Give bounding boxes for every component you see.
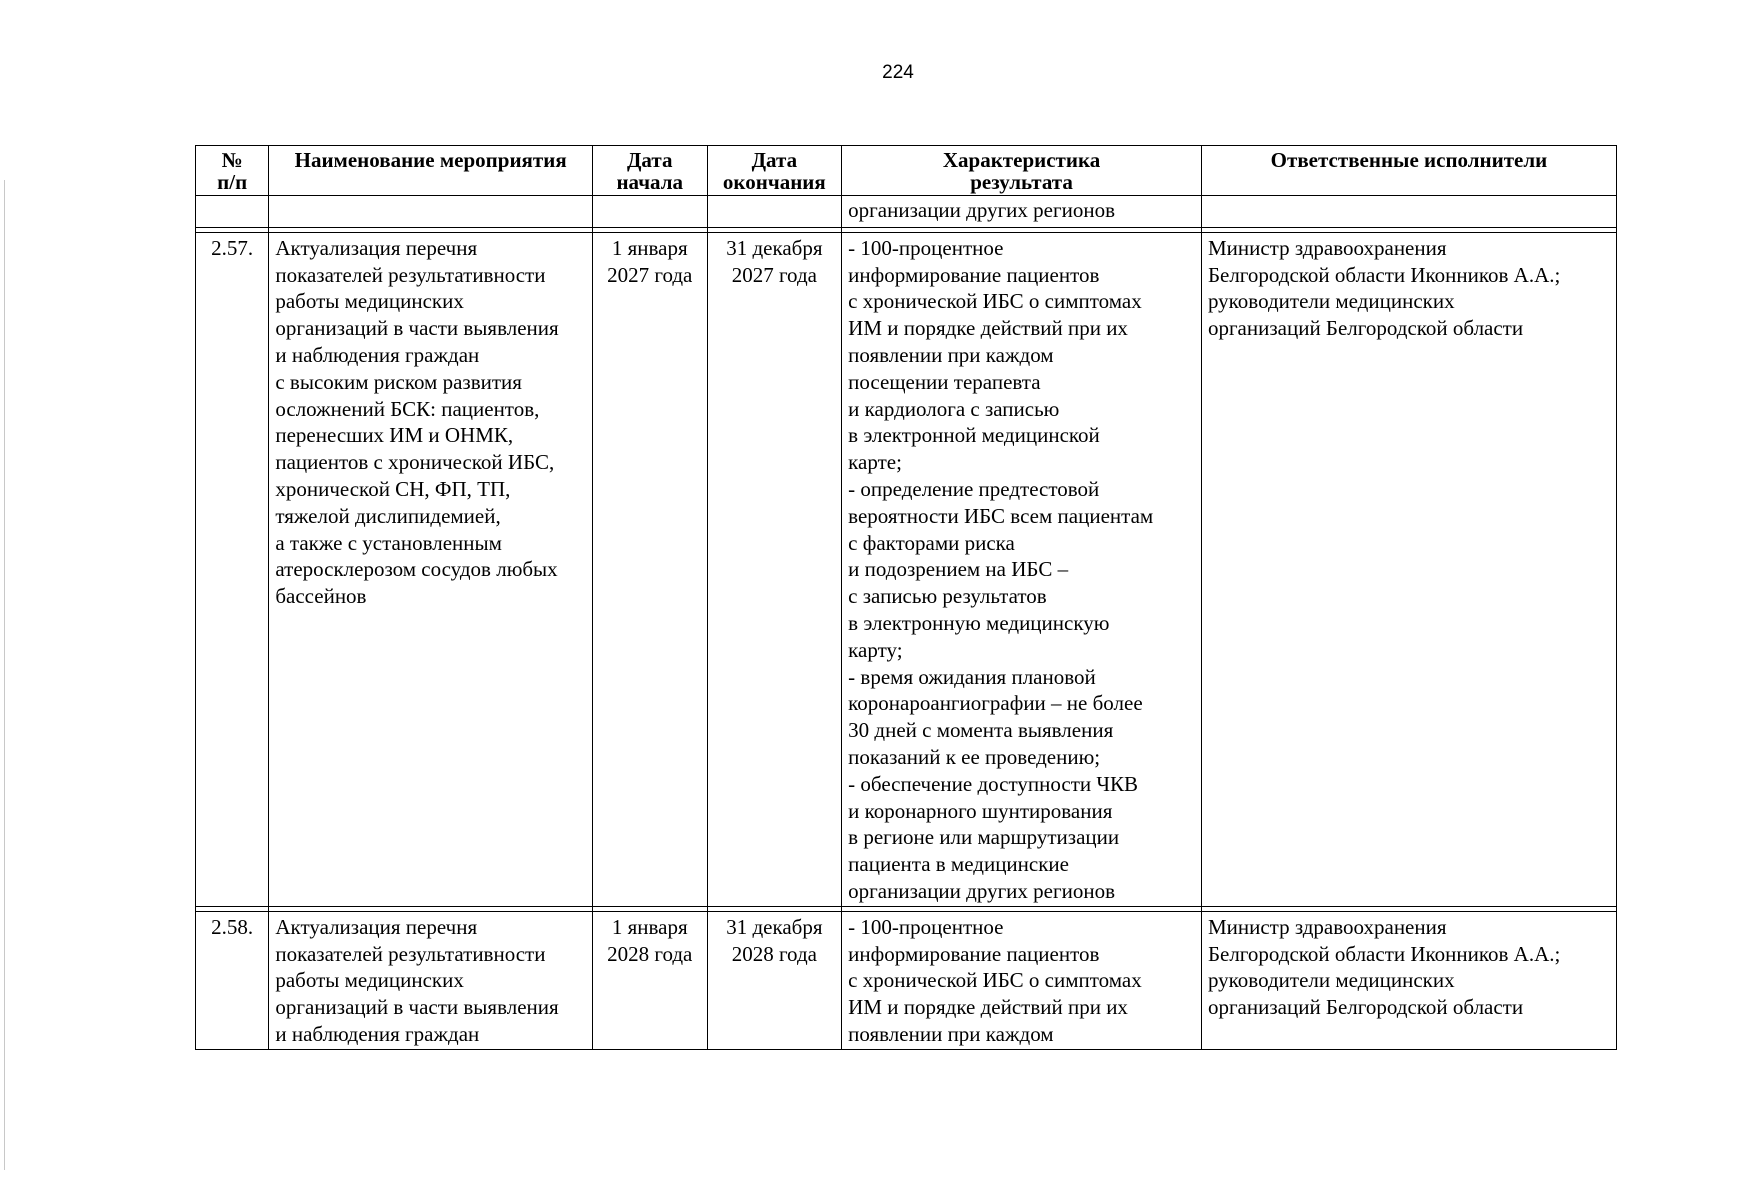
cell-text-line: 2027 года <box>731 262 817 287</box>
cell-start <box>592 196 707 228</box>
cell-text-line: и подозрением на ИБС – <box>848 557 1069 582</box>
cell-text-line: - 100-процентное <box>848 914 1004 939</box>
cell-text-line: - 100-процентное <box>848 235 1004 260</box>
cell-text-line: - определение предтестовой <box>848 476 1100 501</box>
continuation-row <box>196 196 1617 228</box>
cell-text-line: работы медицинских <box>275 289 464 314</box>
cell-text-line: - обеспечение доступности ЧКВ <box>848 771 1139 796</box>
cell-end <box>707 196 842 228</box>
page-number: 224 <box>882 62 914 83</box>
cell-end <box>707 232 842 906</box>
cell-text-line: ИМ и порядке действий при их <box>848 316 1128 341</box>
cell-text-line: Министр здравоохранения <box>1207 914 1447 939</box>
cell-end <box>707 911 842 1049</box>
cell-num: 2.58. <box>196 911 269 1049</box>
cell-text-line: пациентов с хронической ИБС, <box>275 450 555 475</box>
table-row <box>196 232 1617 906</box>
cell-text-line: перенесших ИМ и ОНМК, <box>275 423 514 448</box>
cell-text-line: 1 января <box>611 914 688 939</box>
cell-text-line: - время ожидания плановой <box>848 664 1096 689</box>
cell-responsible <box>1201 196 1616 228</box>
cell-text-line: с высоким риском развития <box>275 369 522 394</box>
cell-text-line: информирование пациентов <box>848 941 1100 966</box>
activities-table <box>195 145 1617 1050</box>
cell-result <box>842 232 1202 906</box>
cell-text-line: с хронической ИБС о симптомах <box>848 968 1142 993</box>
table-header-row <box>196 146 1617 196</box>
cell-text-line: ИМ и порядке действий при их <box>848 995 1128 1020</box>
cell-text-line: хронической СН, ФП, ТП, <box>275 476 511 501</box>
cell-text-line: 1 января <box>611 235 688 260</box>
cell-text-line: показателей результативности <box>275 941 546 966</box>
cell-text-line: бассейнов <box>275 584 367 609</box>
cell-start <box>592 232 707 906</box>
cell-result: организации других регионов <box>842 196 1202 228</box>
cell-name <box>269 232 593 906</box>
cell-result <box>842 911 1202 1049</box>
header-start-date: Дата начала <box>592 146 707 196</box>
cell-text-line: вероятности ИБС всем пациентам <box>848 503 1154 528</box>
header-num: № п/п <box>196 146 269 196</box>
cell-text-line: с хронической ИБС о симптомах <box>848 289 1142 314</box>
cell-text-line: информирование пациентов <box>848 262 1100 287</box>
scan-edge-line <box>4 180 5 1170</box>
cell-text-line: 30 дней с момента выявления <box>848 718 1114 743</box>
cell-text-line: карте; <box>848 450 902 475</box>
cell-text-line: показателей результативности <box>275 262 546 287</box>
cell-text-line: и кардиолога с записью <box>848 396 1060 421</box>
cell-num: 2.57. <box>196 232 269 906</box>
cell-text-line: Актуализация перечня <box>275 914 478 939</box>
cell-text-line: в электронную медицинскую <box>848 610 1110 635</box>
cell-text-line: появлении при каждом <box>848 1021 1054 1046</box>
cell-text-line: Министр здравоохранения <box>1207 235 1447 260</box>
cell-text-line: появлении при каждом <box>848 342 1054 367</box>
cell-text-line: руководители медицинских <box>1207 289 1455 314</box>
cell-text-line: 31 декабря <box>726 914 823 939</box>
cell-text-line: с записью результатов <box>848 584 1047 609</box>
cell-responsible <box>1201 911 1616 1049</box>
header-result: Характеристика результата <box>842 146 1202 196</box>
cell-text-line: и наблюдения граждан <box>275 1021 480 1046</box>
header-end-date: Дата окончания <box>707 146 842 196</box>
cell-text-line: и наблюдения граждан <box>275 342 480 367</box>
cell-text-line: коронароангиографии – не более <box>848 691 1143 716</box>
cell-text-line: организаций в части выявления <box>275 995 559 1020</box>
cell-text-line: карту; <box>848 637 903 662</box>
cell-text-line: показаний к ее проведению; <box>848 744 1101 769</box>
cell-text-line: осложнений БСК: пациентов, <box>275 396 540 421</box>
cell-text-line: 2028 года <box>607 941 693 966</box>
cell-text-line: с факторами риска <box>848 530 1015 555</box>
cell-text-line: 2027 года <box>607 262 693 287</box>
header-responsible: Ответственные исполнители <box>1201 146 1616 196</box>
cell-text-line: 31 декабря <box>726 235 823 260</box>
cell-text-line: Белгородской области Иконников А.А.; <box>1207 941 1561 966</box>
table-row <box>196 911 1617 1049</box>
cell-text-line: Актуализация перечня <box>275 235 478 260</box>
cell-text-line: посещении терапевта <box>848 369 1041 394</box>
cell-text-line: 2028 года <box>731 941 817 966</box>
cell-text-line: в регионе или маршрутизации <box>848 825 1120 850</box>
cell-text-line: пациента в медицинские <box>848 852 1069 877</box>
cell-text-line: руководители медицинских <box>1207 968 1455 993</box>
cell-text-line: а также с установленным <box>275 530 502 555</box>
cell-num <box>196 196 269 228</box>
cell-text-line: организаций Белгородской области <box>1207 995 1524 1020</box>
cell-name <box>269 196 593 228</box>
cell-text-line: организации других регионов <box>848 878 1115 903</box>
cell-start <box>592 911 707 1049</box>
cell-text-line: Белгородской области Иконников А.А.; <box>1207 262 1561 287</box>
cell-text-line: и коронарного шунтирования <box>848 798 1113 823</box>
cell-text-line: организаций в части выявления <box>275 316 559 341</box>
cell-text-line: тяжелой дислипидемией, <box>275 503 501 528</box>
cell-text-line: атеросклерозом сосудов любых <box>275 557 558 582</box>
cell-responsible <box>1201 232 1616 906</box>
cell-text-line: в электронной медицинской <box>848 423 1100 448</box>
cell-name <box>269 911 593 1049</box>
cell-text-line: организаций Белгородской области <box>1207 316 1524 341</box>
cell-text-line: работы медицинских <box>275 968 464 993</box>
header-name: Наименование мероприятия <box>269 146 593 196</box>
